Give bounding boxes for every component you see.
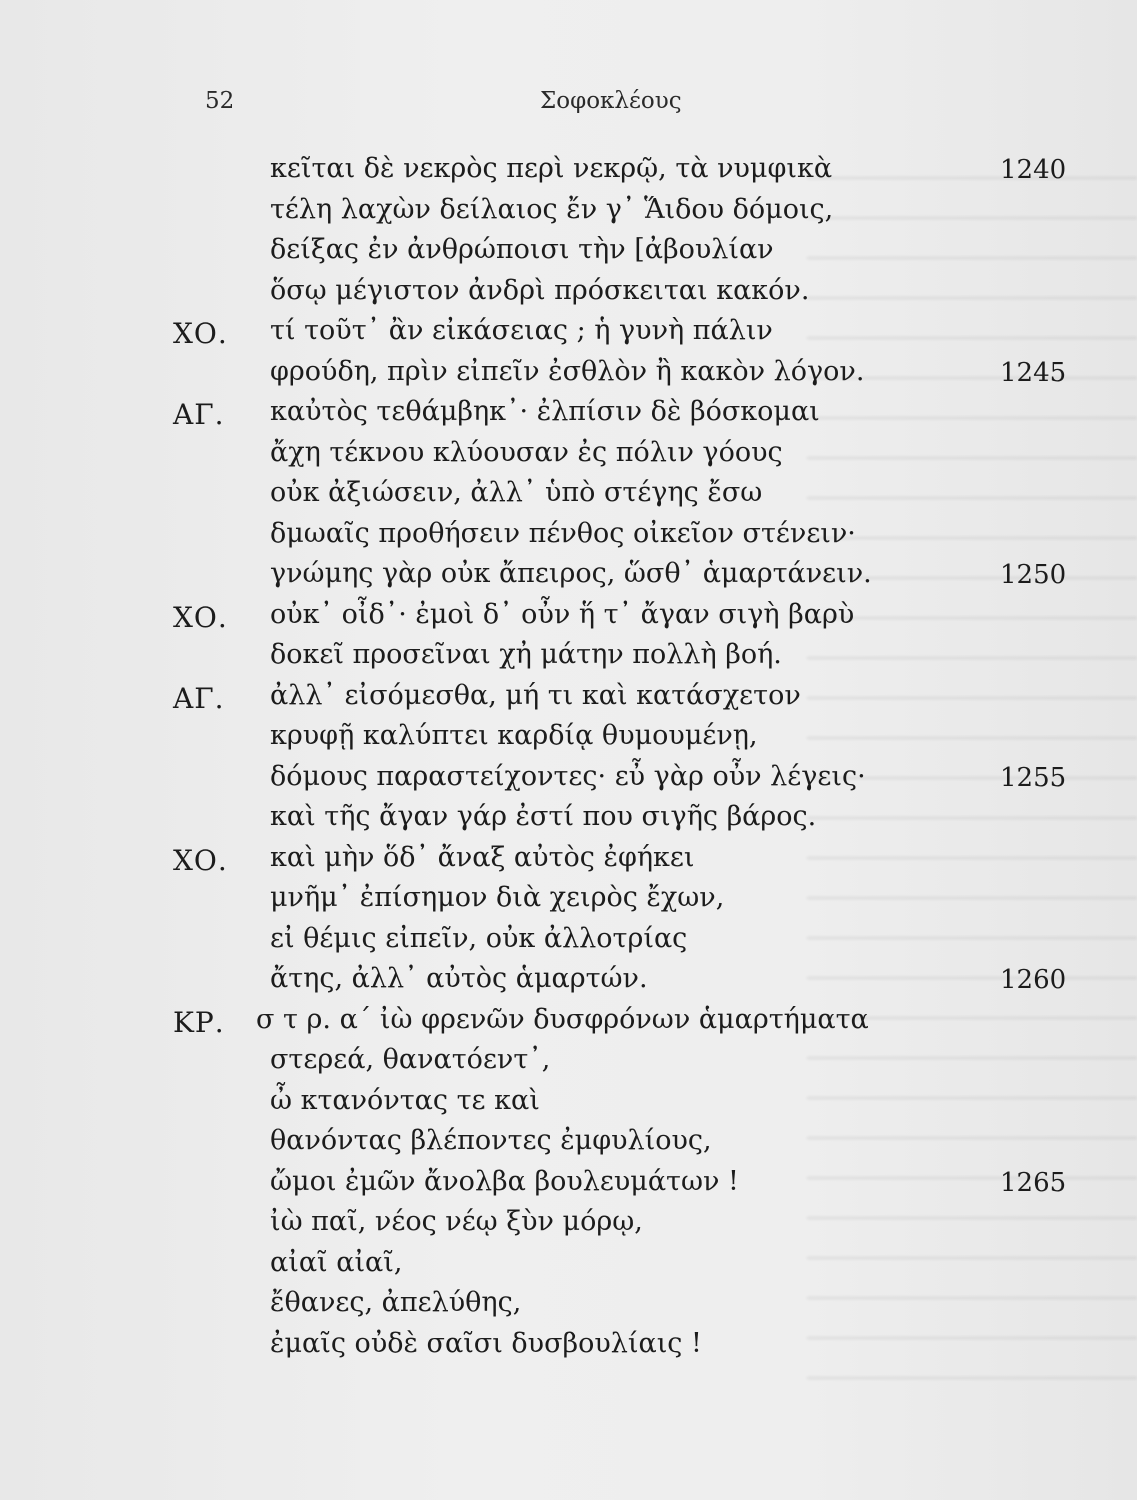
verse-line — [0, 1287, 1137, 1328]
verse-line — [0, 1125, 1137, 1166]
verse-line — [0, 801, 1137, 842]
verse-text-line: ἰὼ παῖ, νέος νέῳ ξὺν μόρῳ, — [270, 1206, 643, 1237]
verse-text-line: οὐκ᾽ οἶδ᾽· ἐμοὶ δ᾽ οὖν ἥ τ᾽ ἄγαν σιγὴ βαρὺ — [270, 598, 855, 630]
verse-text-line: ἄτης, ἀλλ᾽ αὐτὸς ἁμαρτών. — [270, 963, 648, 994]
line-number: 1255 — [1000, 762, 1067, 793]
verse-text-line: ἀλλ᾽ εἰσόμεσθα, μή τι καὶ κατάσχετον — [270, 679, 801, 711]
verse-line — [0, 194, 1137, 235]
verse-text-line: ὅσῳ μέγιστον ἀνδρὶ πρόσκειται κακόν. — [270, 274, 810, 306]
verse-text-line: δόμους παραστείχοντες· εὖ γὰρ οὖν λέγεις· — [270, 760, 866, 792]
verse-text-line: καὶ τῆς ἄγαν γάρ ἐστί που σιγῆς βάρος. — [270, 801, 817, 832]
verse-line — [0, 437, 1137, 478]
verse-text-line: δμωαῖς προθήσειν πένθος οἰκεῖον στένειν· — [270, 517, 856, 549]
verse-line — [0, 761, 1137, 802]
verse-text-line: μνῆμ᾽ ἐπίσημον διὰ χειρὸς ἔχων, — [270, 882, 725, 913]
line-number: 1260 — [1000, 965, 1067, 995]
verse-text-line: τί τοῦτ᾽ ἂν εἰκάσειας ; ἡ γυνὴ πάλιν — [270, 315, 773, 346]
verse-line — [0, 599, 1137, 640]
verse-line — [0, 1206, 1137, 1247]
speaker-label: ΑΓ. — [173, 398, 225, 431]
verse-line — [0, 518, 1137, 559]
speaker-label: ΚΡ. — [173, 1005, 225, 1039]
running-title: Σοφοκλέους — [540, 88, 682, 114]
verse-line — [0, 1044, 1137, 1085]
verse-text-line: καὶ μὴν ὅδ᾽ ἄναξ αὐτὸς ἐφήκει — [270, 841, 695, 873]
verse-text — [0, 153, 1137, 1368]
verse-text-line: δοκεῖ προσεῖναι χἠ μάτην πολλὴ βοή. — [270, 639, 782, 670]
verse-text-line: ἐμαῖς οὐδὲ σαῖσι δυσβουλίαις ! — [270, 1327, 702, 1359]
verse-line — [0, 315, 1137, 356]
line-number: 1245 — [1000, 357, 1067, 388]
verse-line — [0, 396, 1137, 437]
verse-line — [0, 1085, 1137, 1126]
verse-text-line: κρυφῇ καλύπτει καρδίᾳ θυμουμένῃ, — [270, 720, 758, 751]
verse-line — [0, 923, 1137, 964]
verse-text-line: φρούδη, πρὶν εἰπεῖν ἐσθλὸν ἢ κακὸν λόγον. — [270, 355, 865, 387]
line-number: 1265 — [1000, 1167, 1067, 1198]
verse-line — [0, 275, 1137, 316]
verse-line — [0, 1328, 1137, 1369]
page-header — [0, 88, 1137, 124]
verse-text-line: θανόντας βλέποντες ἐμφυλίους, — [270, 1125, 712, 1156]
verse-line — [0, 356, 1137, 397]
verse-line — [0, 477, 1137, 518]
verse-text-line: σ τ ρ. α΄ ἰὼ φρενῶν δυσφρόνων ἁμαρτήματα — [256, 1003, 869, 1035]
verse-line — [0, 1247, 1137, 1288]
verse-line — [0, 680, 1137, 721]
verse-text-line: αἰαῖ αἰαῖ, — [270, 1246, 403, 1278]
verse-text-line: κεῖται δὲ νεκρὸς περὶ νεκρῷ, τὰ νυμφικὰ — [270, 153, 833, 184]
verse-text-line: ὤμοι ἐμῶν ἄνολβα βουλευμάτων ! — [270, 1165, 739, 1197]
verse-text-line: ἔθανες, ἀπελύθης, — [270, 1287, 522, 1318]
verse-line — [0, 842, 1137, 883]
verse-text-line: γνώμης γὰρ οὐκ ἄπειρος, ὥσθ᾽ ἁμαρτάνειν. — [270, 558, 872, 589]
verse-text-line: τέλη λαχὼν δείλαιος ἔν γ᾽ Ἅιδου δόμοις, — [270, 193, 834, 225]
speaker-label: ΧΟ. — [173, 317, 228, 350]
verse-text-line: καὐτὸς τεθάμβηκ᾽· ἐλπίσιν δὲ βόσκομαι — [270, 396, 820, 427]
verse-line — [0, 1166, 1137, 1207]
verse-line — [0, 1004, 1137, 1045]
verse-text-line: δείξας ἐν ἀνθρώποισι τὴν [ἀβουλίαν — [270, 234, 774, 265]
verse-text-line: στερεά, θανατόεντ᾽, — [270, 1044, 551, 1075]
verse-line — [0, 720, 1137, 761]
speaker-label: ΧΟ. — [173, 843, 228, 877]
verse-line — [0, 558, 1137, 599]
verse-line — [0, 963, 1137, 1004]
line-number: 1250 — [1000, 560, 1067, 590]
verse-line — [0, 234, 1137, 275]
verse-text-line: ἄχη τέκνου κλύουσαν ἐς πόλιν γόους — [270, 436, 783, 468]
verse-line — [0, 882, 1137, 923]
speaker-label: ΧΟ. — [173, 600, 228, 634]
speaker-label: ΑΓ. — [173, 681, 225, 715]
verse-text-line: οὐκ ἀξιώσειν, ἀλλ᾽ ὑπὸ στέγης ἔσω — [270, 477, 763, 508]
verse-line — [0, 639, 1137, 680]
line-number: 1240 — [1000, 155, 1067, 185]
verse-text-line: ὦ κτανόντας τε καὶ — [270, 1084, 540, 1116]
page-number: 52 — [205, 88, 235, 114]
verse-line — [0, 153, 1137, 194]
verse-text-line: εἰ θέμις εἰπεῖν, οὐκ ἀλλοτρίας — [270, 922, 688, 954]
